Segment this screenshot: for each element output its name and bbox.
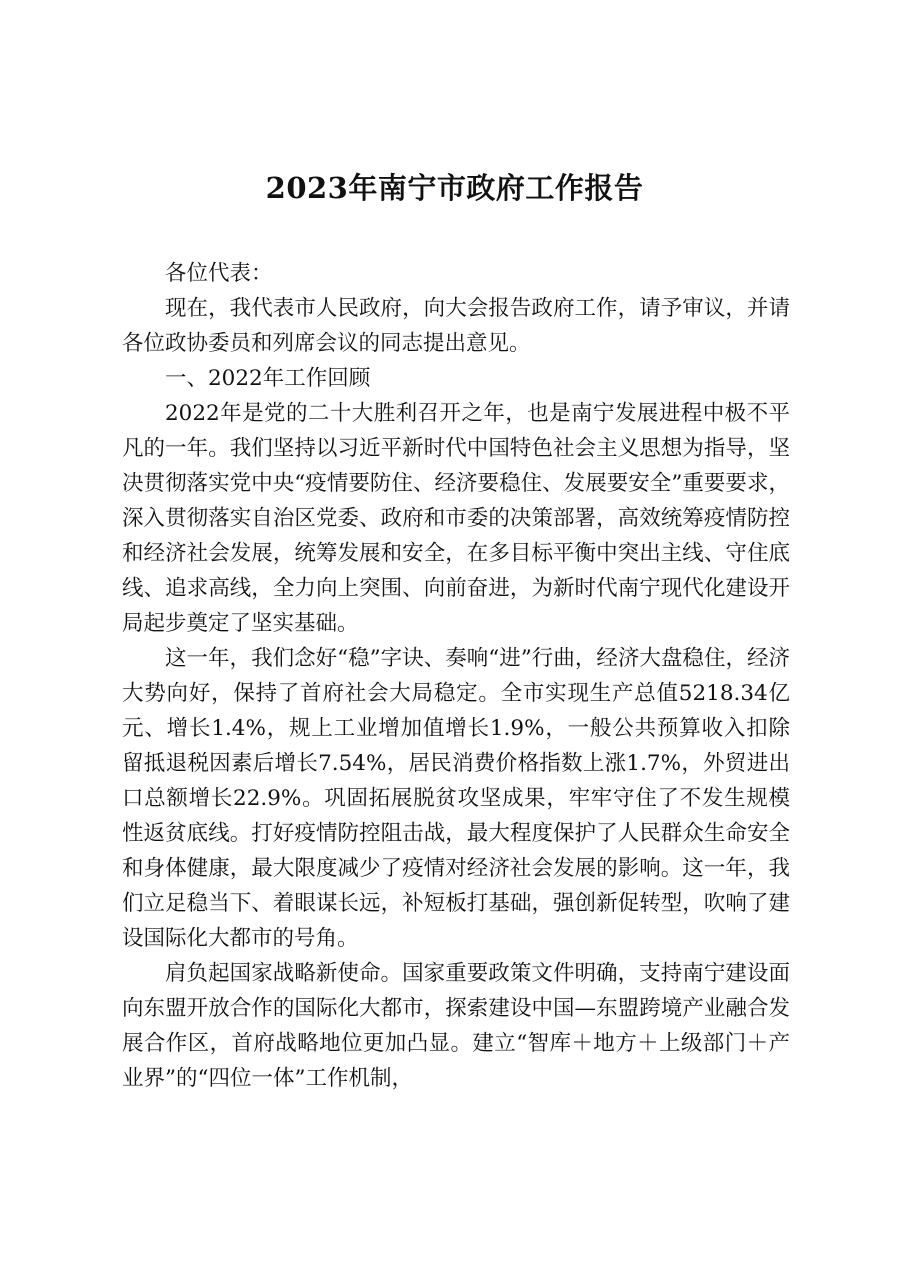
- opening-paragraph: 现在，我代表市人民政府，向大会报告政府工作，请予审议，并请各位政协委员和列席会议的同志提出意见。: [122, 296, 790, 356]
- body-paragraph: 肩负起国家战略新使命。国家重要政策文件明确，支持南宁建设面向东盟开放合作的国际化大都市，探索建设中国—东盟跨境产业融合发展合作区，首府战略地位更加凸显。建立“智库＋地方＋上级部门＋产业界”的“四位一体”工作机制，: [122, 961, 790, 1091]
- body-paragraph: 这一年，我们念好“稳”字诀、奏响“进”行曲，经济大盘稳住，经济大势向好，保持了首府社会大局稳定。全市实现生产总值5218.34亿元、增长1.4%，规上工业增加值增长1.9%，一般公共预算收入扣除留抵退税因素后增长7.54%，居民消费价格指数上涨1.7%，外贸进出口总额增长22.9%。巩固拓展脱贫攻坚成果，牢牢守住了不发生规模性返贫底线。打好疫情防控阻击战，最大程度保护了人民群众生命安全和身体健康，最大限度减少了疫情对经济社会发展的影响。这一年，我们立足稳当下、着眼谋长远，补短板打基础，强创新促转型，吹响了建设国际化大都市的号角。: [122, 646, 790, 951]
- document-body: [122, 256, 790, 1096]
- section-heading: 一、2022年工作回顾: [165, 366, 371, 391]
- body-paragraph: 2022年是党的二十大胜利召开之年，也是南宁发展进程中极不平凡的一年。我们坚持以习近平新时代中国特色社会主义思想为指导，坚决贯彻落实党中央“疫情要防住、经济要稳住、发展要安全”重要要求，深入贯彻落实自治区党委、政府和市委的决策部署，高效统筹疫情防控和经济社会发展，统筹发展和安全，在多目标平衡中突出主线、守住底线、追求高线，全力向上突围、向前奋进，为新时代南宁现代化建设开局起步奠定了坚实基础。: [122, 401, 790, 636]
- document-title: 2023年南宁市政府工作报告: [265, 171, 644, 205]
- salutation: 各位代表：: [165, 261, 273, 286]
